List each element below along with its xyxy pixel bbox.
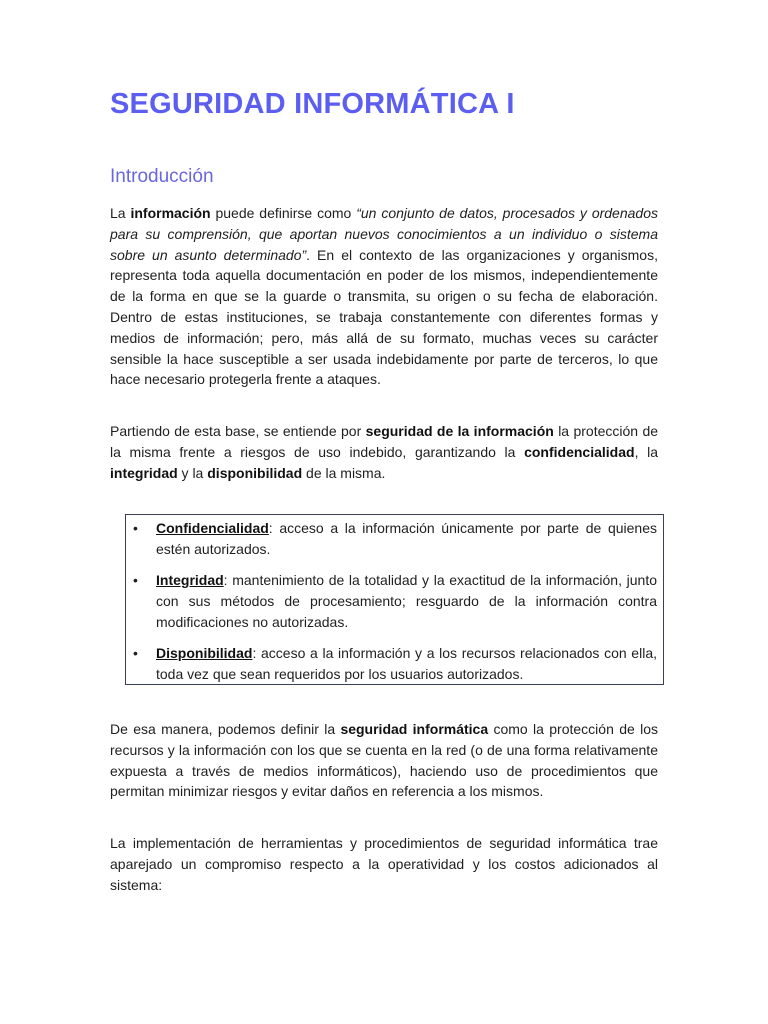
list-item — [126, 643, 657, 685]
list-item — [126, 518, 657, 560]
bullet-icon: • — [133, 520, 138, 536]
text-span: como la protección de los recursos y la información con los que se cuenta en la red (o de una forma relativamente expuesta a través de medios informáticos), haciendo uso de procedimientos que permitan minimizar riesgos y evitar daños en referencia a los mismos. — [110, 721, 658, 800]
definitions-list — [126, 518, 657, 684]
list-item — [126, 570, 657, 632]
definition-term: Integridad — [156, 571, 224, 588]
bold-term-confidencialidad: confidencialidad — [524, 443, 635, 460]
definitions-box — [125, 514, 664, 685]
definition-quote: “un conjunto de datos, procesados y ordenados para su comprensión, que aportan nuevos conocimientos a un individuo o sistema sobre un asunto determinado” — [110, 205, 658, 263]
definition-text: : acceso a la información y a los recursos relacionados con ella, toda vez que sean requeridos por los usuarios autorizados. — [156, 644, 657, 682]
text-span: , la — [634, 443, 658, 460]
bold-term-integridad: integridad — [110, 464, 178, 481]
text-span: Partiendo de esta base, se entiende por — [110, 423, 366, 439]
definition-text: : acceso a la información únicamente por parte de quienes estén autorizados. — [156, 520, 657, 557]
section-heading: Introducción — [110, 166, 214, 187]
bold-term-seguridad-informatica: seguridad informática — [340, 721, 489, 737]
definition-text: : mantenimiento de la totalidad y la exactitud de la información, junto con sus métodos de procesamiento; resguardo de la información contra modificaciones no autorizadas. — [156, 571, 657, 630]
bullet-icon: • — [133, 644, 138, 661]
bullet-icon: • — [133, 571, 138, 588]
definition-term: Disponibilidad — [156, 644, 253, 661]
security-definition-paragraph — [110, 421, 658, 483]
document-title: SEGURIDAD INFORMÁTICA I — [110, 88, 515, 120]
text-span: . En el contexto de las organizaciones y organismos, representa toda aquella documentación en poder de los mismos, independientemente de la forma en que se la guarde o transmita, su origen o su fecha de elaboración. Dentro de estas instituciones, se trabaja constantemente con diferentes formas y medios de información; pero, más allá de su formato, muchas veces su carácter sensible la hace susceptible a ser usada indebidamente por parte de terceros, lo que hace necesario protegerla frente a ataques. — [110, 246, 658, 388]
informatic-security-paragraph — [110, 719, 658, 802]
bold-term-seguridad-informacion: seguridad de la información — [365, 423, 554, 439]
implementation-paragraph: La implementación de herramientas y procedimientos de seguridad informática trae aparejado un compromiso respecto a la operatividad y los costos adicionados al sistema: — [110, 835, 658, 893]
text-span: La — [110, 205, 131, 221]
text-span: y la — [177, 464, 208, 481]
text-span: puede definirse como — [210, 205, 357, 221]
text-span: de la misma. — [302, 464, 386, 481]
bold-term-informacion: información — [130, 205, 211, 221]
definition-term: Confidencialidad — [156, 520, 269, 536]
text-span: De esa manera, podemos definir la — [110, 721, 341, 737]
text-span: la protección de la misma frente a riesgos de uso indebido, garantizando la — [110, 423, 659, 460]
bold-term-disponibilidad: disponibilidad — [207, 464, 303, 481]
intro-paragraph — [110, 203, 658, 390]
